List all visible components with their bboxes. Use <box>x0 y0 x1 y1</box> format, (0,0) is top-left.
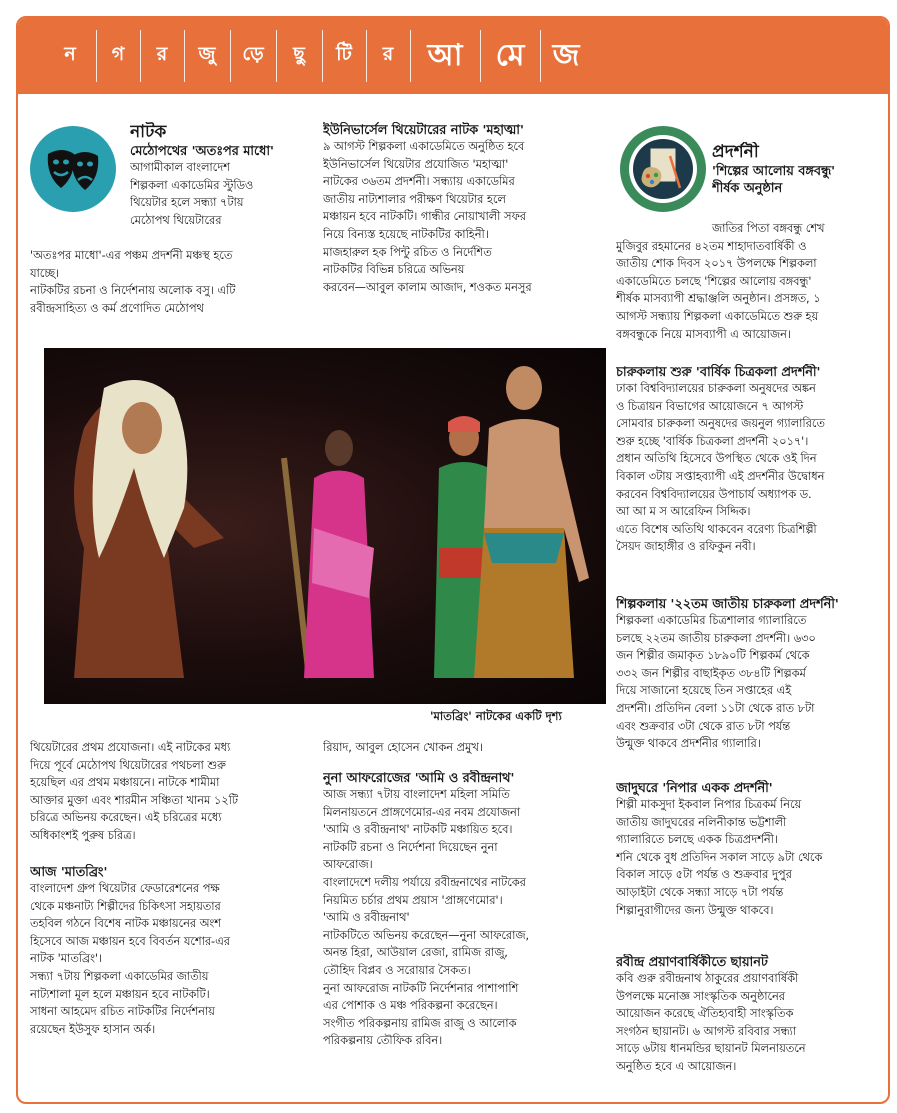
text-line: একাডেমিতে চলছে 'শিল্পের আলোয় বঙ্গবন্ধু' <box>616 274 812 288</box>
text-line: নাটকটির বিভিন্ন চরিত্রে অভিনয় <box>323 263 465 277</box>
text-line: শিল্পানুরাগীদের জন্য উন্মুক্ত থাকবে। <box>616 903 774 917</box>
exhibition-article-1-top <box>712 142 888 232</box>
text-line: যাচ্ছে। <box>30 266 60 280</box>
text-line: মুজিবুর রহমানের ৪২তম শাহাদাতবার্ষিকী ও <box>616 239 807 253</box>
theatre-masks-icon <box>30 126 116 212</box>
text-line: বঙ্গবন্ধুকে নিয়ে মাসব্যাপী এ আয়োজন। <box>616 327 791 341</box>
text-line: থিয়েটারের প্রথম প্রযোজনা। এই নাটকের মধ্য <box>30 741 231 754</box>
text-line: এর পোশাক ও মঞ্চ পরিকল্পনা করেছেন। <box>323 999 498 1013</box>
text-line: নাটক 'মাতব্রিং'। <box>30 952 103 966</box>
text-line: বিকাল সাড়ে ৫টা পর্যন্ত ও শুক্রবার দুপুর <box>616 868 792 882</box>
article-body <box>30 740 320 845</box>
text-line: 'আমি ও রবীন্দ্রনাথ' <box>323 911 410 925</box>
text-line: এতে বিশেষ অতিথি থাকবেন বরেণ্য চিত্রশিল্পী <box>616 522 817 536</box>
exhibition-article-5 <box>616 954 888 1084</box>
text-line: রবীন্দ্রসাহিত্য ও কর্ম প্রণোদিত মেঠোপথ <box>30 301 204 315</box>
palette-drawing <box>620 126 706 212</box>
banner-letter: র <box>382 43 394 65</box>
banner-letter: জ <box>552 37 580 73</box>
text-line: বিকাল ৩টায় সপ্তাহব্যাপী এই প্রদর্শনীর উদ্বোধন <box>616 469 825 483</box>
text-line: নাটকটির রচনা ও নির্দেশনায় অলোক বসু। এটি <box>30 284 236 298</box>
article-body <box>30 248 318 317</box>
drama-article-1-mid <box>30 248 318 320</box>
drama-article-matobring <box>30 864 320 1060</box>
article-body <box>616 381 888 556</box>
text-line: সন্ধ্যা ৭টায় শিল্পকলা একাডেমির জাতীয় <box>30 969 209 983</box>
exhibition-article-1-body <box>616 221 888 353</box>
text-line: কবি গুরু রবীন্দ্রনাথ ঠাকুরের প্রয়াণবার্ষিকী <box>616 972 799 985</box>
text-line: সাধনা আহমেদ রচিত নাটকটির নির্দেশনায় <box>30 1005 215 1019</box>
text-line: হয়েছিল এর প্রথম মঞ্চায়নে। নাটকে শামীমা <box>30 776 220 790</box>
text-line: নাটকের ৩৬তম প্রদর্শনী। সন্ধ্যায় একাডেমির <box>323 175 515 189</box>
text-line: অধিকাংশই পুরুষ চরিত্র। <box>30 828 136 842</box>
article-body <box>130 160 316 229</box>
text-line: নুনা আফরোজ নাটকটি নির্দেশনার পাশাপাশি <box>323 981 519 995</box>
banner-letter: র <box>156 43 168 65</box>
exhibition-article-4 <box>616 780 888 920</box>
banner-letter: গ <box>111 43 125 65</box>
text-line: শীর্ষক মাসব্যাপী শ্রদ্ধাঞ্জলি অনুষ্ঠান। প্রসঙ্গত, ১ <box>616 292 821 306</box>
text-line: তহবিল গঠনে বিশেষ নাটক মঞ্চায়নের অংশ <box>30 917 221 931</box>
text-line: জন শিল্পীর জমাকৃত ১৮৯০টি শিল্পকর্ম থেকে <box>616 649 810 663</box>
text-line: শনি থেকে বুধ প্রতিদিন সকাল সাড়ে ৯টা থেকে <box>616 850 823 864</box>
article-body <box>616 221 888 343</box>
text-line: রয়েছেন ইউসুফ হাসান অর্ক। <box>30 1022 156 1036</box>
text-line: নাট্যশালা মূল হলে মঞ্চায়ন হবে নাটকটি। <box>30 987 210 1001</box>
drama-article-mahatma-continued <box>323 740 598 760</box>
text-line: ৩৩২ জন শিল্পীর বাছাইকৃত ৩৮৪টি শিল্পকর্ম <box>616 666 806 680</box>
text-line: আগামীকাল বাংলাদেশ <box>130 161 230 174</box>
text-line: আড়াইটা থেকে সন্ধ্যা সাড়ে ৭টা পর্যন্ত <box>616 885 784 899</box>
drama-article-1-bottom <box>30 740 320 848</box>
drama-article-1-top <box>130 122 316 248</box>
text-line: এবং শুক্রবার ৩টা থেকে রাত ৮টা পর্যন্ত <box>616 719 791 733</box>
text-line: করবেন—আবুল কালাম আজাদ, শওকত মনসুর <box>323 280 532 294</box>
text-line: জাতীয় জাদুঘরের নলিনীকান্ত ভট্টশালী <box>616 815 787 829</box>
drama-article-ami-o-rabindranath <box>323 770 598 1070</box>
text-line: ও চিত্রায়ন বিভাগের আয়োজনে ৭ আগস্ট <box>616 399 804 413</box>
text-line: জাতির পিতা বঙ্গবন্ধু শেখ <box>712 222 825 235</box>
text-line: বাংলাদেশে দলীয় পর্যায়ে রবীন্দ্রনাথের নাটকের <box>323 875 526 889</box>
banner-letter: ছু <box>293 43 305 65</box>
text-line: আগস্ট সন্ধ্যায় শিল্পকলা একাডেমিতে শুরু হয় <box>616 309 819 323</box>
photo-caption: 'মাতব্রিং' নাটকের একটি দৃশ্য <box>430 709 562 723</box>
article-title: মেঠোপথের 'অতঃপর মাধো' <box>130 144 274 159</box>
text-line: আফরোজ। <box>323 858 373 872</box>
text-line: পরিকল্পনায় তৌফিক রবিন। <box>323 1034 443 1048</box>
banner <box>18 18 888 94</box>
text-line: মঞ্চায়ন হবে নাটকটি। গান্ধীর নোয়াখালী সফর <box>323 210 526 224</box>
text-line: শুরু হচ্ছে 'বার্ষিক চিত্রকলা প্রদর্শনী ২০১৭'। <box>616 434 809 448</box>
text-line: শিল্পকলা একাডেমির স্টুডিও <box>130 178 254 192</box>
article-title: নুনা আফরোজের 'আমি ও রবীন্দ্রনাথ' <box>323 771 515 786</box>
article-title: রবীন্দ্র প্রয়াণবার্ষিকীতে ছায়ানট <box>616 955 768 970</box>
text-line: সংগঠন ছায়ানট। ৬ আগস্ট রবিবার সন্ধ্যা <box>616 1024 797 1038</box>
article-title: শিল্পকলায় '২২তম জাতীয় চারুকলা প্রদর্শনী' <box>616 597 839 612</box>
article-title: ইউনিভার্সেল থিয়েটারের নাটক 'মহাত্মা' <box>323 123 524 138</box>
text-line: মাজহারুল হক পিন্টু রচিত ও নির্দেশিত <box>323 245 492 259</box>
stage-scene-drawing <box>44 348 606 704</box>
text-line: আ আ ম স আরেফিন সিদ্দিক। <box>616 505 751 519</box>
text-line: থেকে মঞ্চনাট্য শিল্পীদের চিকিৎসা সহায়তার <box>30 899 221 913</box>
article-title-line: 'শিল্পের আলোয় বঙ্গবন্ধু' <box>712 164 836 179</box>
text-line: থিয়েটার হলে সন্ধ্যা ৭টায় <box>130 196 244 210</box>
text-line: জাতীয় নাট্যশালার পরীক্ষণ থিয়েটার হলে <box>323 192 506 206</box>
banner-letter: জু <box>198 43 216 65</box>
painting-palette-icon <box>620 126 706 212</box>
text-line: জাতীয় শোক দিবস ২০১৭ উপলক্ষে শিল্পকলা <box>616 257 817 271</box>
text-line: অনুষ্ঠিত হবে এ আয়োজন। <box>616 1059 737 1073</box>
text-line: দিয়ে পূর্বে মেঠোপথ থিয়েটারের পথচলা শুরু <box>30 758 226 772</box>
text-line: 'অতঃপর মাধো'-এর পঞ্চম প্রদর্শনী মঞ্চস্থ হতে <box>30 249 233 262</box>
text-line: মিলনায়তনে প্রাঙ্গণেমোর-এর নবম প্রযোজনা <box>323 805 521 819</box>
banner-letter: ড়ে <box>242 43 264 65</box>
text-line: সোমবার চারুকলা অনুষদের জয়নুল গ্যালারিতে <box>616 417 825 431</box>
text-line: তৌহিদ বিপ্লব ও সরোয়ার সৈকত। <box>323 963 471 977</box>
exhibition-article-3 <box>616 596 888 764</box>
section-title-exhibition: প্রদর্শনী <box>712 142 759 162</box>
banner-letter: মে <box>495 37 525 73</box>
text-line: প্রদর্শনী। প্রতিদিন বেলা ১১টা থেকে রাত ৮টা <box>616 701 815 715</box>
article-body <box>323 787 598 1050</box>
banner-letter: ন <box>64 43 76 65</box>
article-title: জাদুঘরে 'নিপার একক প্রদর্শনী' <box>616 781 773 796</box>
text-line: নাটকটি রচনা ও নির্দেশনা দিয়েছেন নুনা <box>323 840 498 854</box>
text-line: সৈয়দ জাহাঙ্গীর ও রফিকুন নবী। <box>616 540 756 554</box>
text-line: আজ সন্ধ্যা ৭টায় বাংলাদেশ মহিলা সমিতি <box>323 788 510 801</box>
text-line: অনন্ত হিরা, আউয়াল রেজা, রামিজ রাজু, <box>323 946 508 960</box>
page-frame <box>16 16 890 1104</box>
text-line: উপলক্ষে মনোজ্ঞ সাংস্কৃতিক অনুষ্ঠানের <box>616 989 786 1003</box>
text-line: গ্যালারিতে চলছে একক চিত্রপ্রদর্শনী। <box>616 833 778 847</box>
text-line: শিল্পকলা একাডেমির চিত্রশালার গ্যালারিতে <box>616 614 807 627</box>
text-line: আয়োজন করেছে ঐতিহ্যবাহী সাংস্কৃতিক <box>616 1007 794 1021</box>
stage-photo <box>44 348 606 704</box>
text-line: প্রধান অতিথি হিসেবে উপস্থিত থেকে ওই দিন <box>616 452 817 466</box>
text-line: ইউনিভার্সেল থিয়েটার প্রযোজিত 'মহাত্মা' <box>323 157 509 171</box>
banner-letter: আ <box>427 37 463 73</box>
text-line: ঢাকা বিশ্ববিদ্যালয়ের চারুকলা অনুষদের অঙ্কন <box>616 382 816 395</box>
text-line: চরিত্রে অভিনয় করেছেন। এই চরিত্রের মধ্যে <box>30 811 222 825</box>
text-line: উন্মুক্ত থাকবে প্রদর্শনীর গ্যালারি। <box>616 737 761 751</box>
text-line: দিয়ে সাজানো হয়েছে তিন সপ্তাহের এই <box>616 684 792 698</box>
text-line: সংগীত পরিকল্পনায় রামিজ রাজু ও আলোক <box>323 1016 517 1030</box>
article-title: আজ 'মাতব্রিং' <box>30 865 108 880</box>
text-line: আক্তার মুক্তা এবং শারমীন সঞ্চিতা খানম ১২টি <box>30 793 238 807</box>
section-title-drama: নাটক <box>130 122 167 142</box>
text-line: নাটকটিতে অভিনয় করেছেন—নুনা আফরোজ, <box>323 928 530 942</box>
text-line: হিসেবে আজ মঞ্চায়ন হবে বিবর্তন যশোর-এর <box>30 934 230 948</box>
text-line: মেঠোপথ থিয়েটারের <box>130 213 222 227</box>
banner-letter: টি <box>336 43 352 65</box>
article-body <box>616 613 888 753</box>
text-line: শিল্পী মাকসুদা ইকবাল নিপার চিত্রকর্ম নিয়ে <box>616 798 802 811</box>
article-title-line: শীর্ষক অনুষ্ঠান <box>712 181 783 196</box>
text-line: করবেন বিশ্ববিদ্যালয়ের উপাচার্য অধ্যাপক ড. <box>616 487 812 501</box>
drama-article-mahatma <box>323 122 598 332</box>
text-line: চলছে ২২তম জাতীয় চারুকলা প্রদর্শনী। ৬৩০ <box>616 631 816 645</box>
article-body <box>323 139 598 296</box>
article-body <box>616 797 888 919</box>
text-line: নিয়মিত চর্চার প্রথম প্রয়াস 'প্রাঙ্গণেমোর'। <box>323 893 503 907</box>
article-title: চারুকলায় শুরু 'বার্ষিক চিত্রকলা প্রদর্শনী' <box>616 365 821 380</box>
theatre-masks-drawing <box>30 126 116 212</box>
article-body <box>30 881 320 1038</box>
article-body <box>616 971 888 1076</box>
article-body: রিয়াদ, আবুল হোসেন খোকন প্রমুখ। <box>323 741 483 754</box>
text-line: 'আমি ও রবীন্দ্রনাথ' নাটকটি মঞ্চায়িত হবে। <box>323 823 513 837</box>
text-line: নিয়ে বিন্যস্ত হয়েছে নাটকটির কাহিনী। <box>323 227 489 241</box>
text-line: সাড়ে ৬টায় ধানমন্ডির ছায়ানট মিলনায়তনে <box>616 1042 806 1056</box>
text-line: ৯ আগস্ট শিল্পকলা একাডেমিতে অনুষ্ঠিত হবে <box>323 140 525 153</box>
exhibition-article-2 <box>616 364 888 584</box>
text-line: বাংলাদেশ গ্রুপ থিয়েটার ফেডারেশনের পক্ষ <box>30 882 220 895</box>
